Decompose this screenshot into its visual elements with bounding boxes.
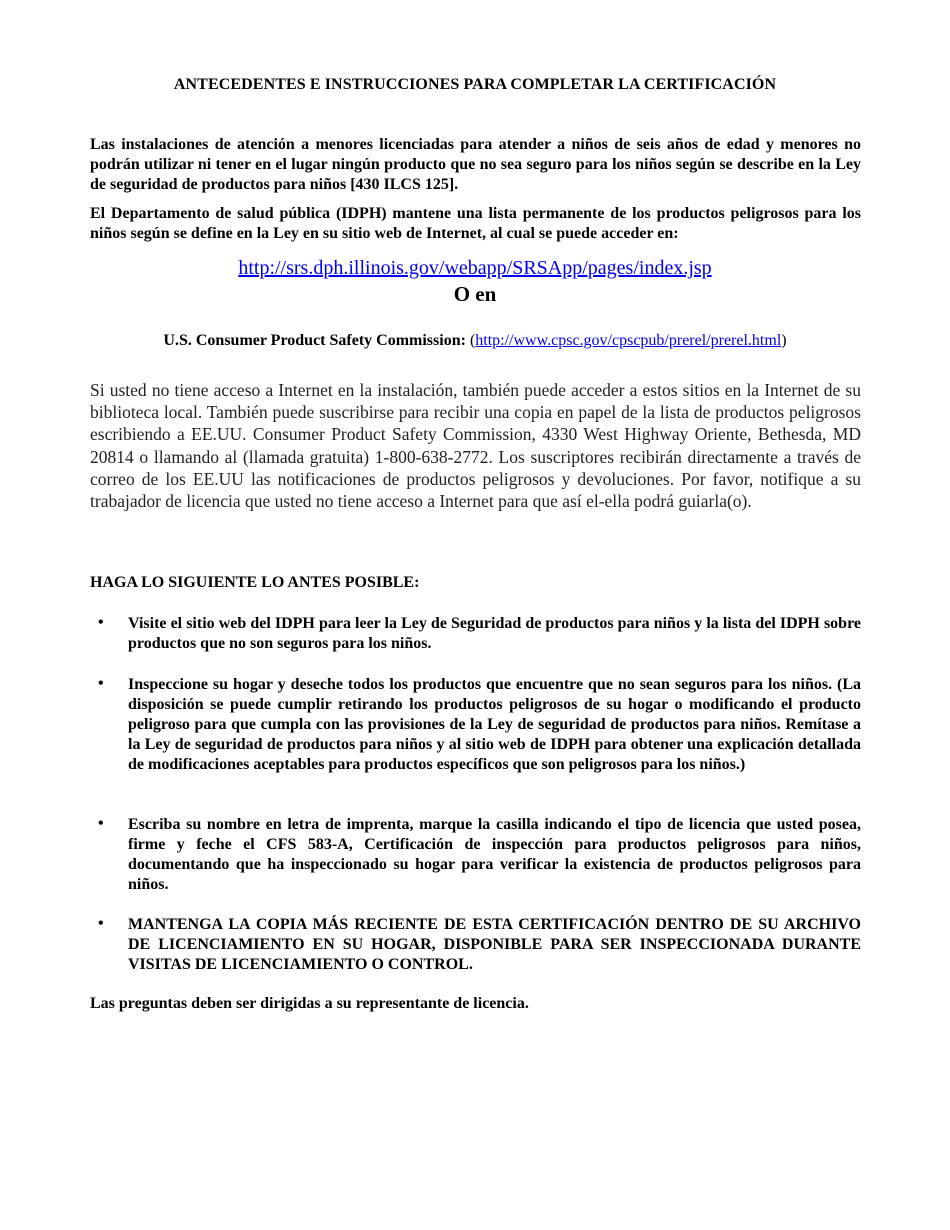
bullet-icon: • bbox=[98, 614, 104, 631]
intro-paragraph: Las instalaciones de atención a menores licenciadas para atender a niños de seis años de edad y menores no podrán utilizar ni tener en el lugar ningún producto que no sea seguro para los niños según se describe en la Ley de seguridad de productos para niños [430 ILCS 125]. bbox=[90, 136, 861, 193]
cpsc-close-paren: ) bbox=[781, 332, 787, 349]
cpsc-label: U.S. Consumer Product Safety Commission: bbox=[163, 332, 466, 349]
list-item-text: Visite el sitio web del IDPH para leer la Ley de Seguridad de productos para niños y la lista del IDPH sobre productos que no son seguros para los niños. bbox=[128, 615, 861, 652]
bullet-icon: • bbox=[98, 915, 104, 932]
list-item-text: MANTENGA LA COPIA MÁS RECIENTE DE ESTA CERTIFICACIÓN DENTRO DE SU ARCHIVO DE LICENCIAMIENTO EN SU HOGAR, DISPONIBLE PARA SER INSPECCIONADA DURANTE VISITAS DE LICENCIAMIENTO O CONTROL. bbox=[128, 916, 861, 973]
list-item-text: Inspeccione su hogar y deseche todos los productos que encuentre que no sean seguros para los niños. (La disposición se puede cumplir retirando los productos peligrosos de su hogar o modificando el producto peligroso para que cumpla con las provisiones de la Ley de seguridad de productos para niños. Remítase a la Ley de seguridad de productos para niños y al sitio web de IDPH para obtener una explicación detallada de modificaciones aceptables para productos específicos que son peligrosos para los niños.) bbox=[128, 676, 861, 773]
bullet-icon: • bbox=[98, 815, 104, 832]
closing-note: Las preguntas deben ser dirigidas a su representante de licencia. bbox=[90, 995, 529, 1012]
or-separator: O en bbox=[453, 282, 497, 306]
cpsc-link[interactable]: http://www.cpsc.gov/cpscpub/prerel/prerel.html bbox=[475, 332, 782, 349]
idph-paragraph: El Departamento de salud pública (IDPH) mantene una lista permanente de los productos peligrosos para los niños según se define en la Ley en su sitio web de Internet, al cual se puede acceder en: bbox=[90, 205, 861, 242]
access-paragraph: Si usted no tiene acceso a Internet en la instalación, también puede acceder a estos sitios en la Internet de su biblioteca local. También puede suscribirse para recibir una copia en papel de la lista de productos peligrosos escribiendo a EE.UU. Consumer Product Safety Commission, 4330 West Highway Oriente, Bethesda, MD 20814 o llamando al (llamada gratuita) 1-800-638-2772. Los suscriptores recibirán directamente a través de correo de los EE.UU las notificaciones de productos peligrosos y devoluciones. Por favor, notifique a su trabajador de licencia que usted no tiene acceso a Internet para que así el-ella podrá guiarla(o). bbox=[90, 380, 861, 512]
action-heading: HAGA LO SIGUIENTE LO ANTES POSIBLE: bbox=[90, 574, 420, 591]
idph-link-line bbox=[0, 257, 950, 280]
idph-link[interactable]: http://srs.dph.illinois.gov/webapp/SRSApp/pages/index.jsp bbox=[238, 257, 712, 279]
bullet-icon: • bbox=[98, 675, 104, 692]
cpsc-line bbox=[0, 332, 950, 350]
list-item-text: Escriba su nombre en letra de imprenta, marque la casilla indicando el tipo de licencia que usted posea, firme y feche el CFS 583-A, Certificación de inspección para productos peligrosos para niños, documentando que ha inspeccionado su hogar para verificar la existencia de productos peligrosos para niños. bbox=[128, 816, 861, 893]
page-title: ANTECEDENTES E INSTRUCCIONES PARA COMPLETAR LA CERTIFICACIÓN bbox=[173, 76, 777, 93]
cpsc-open-paren: ( bbox=[469, 332, 476, 349]
